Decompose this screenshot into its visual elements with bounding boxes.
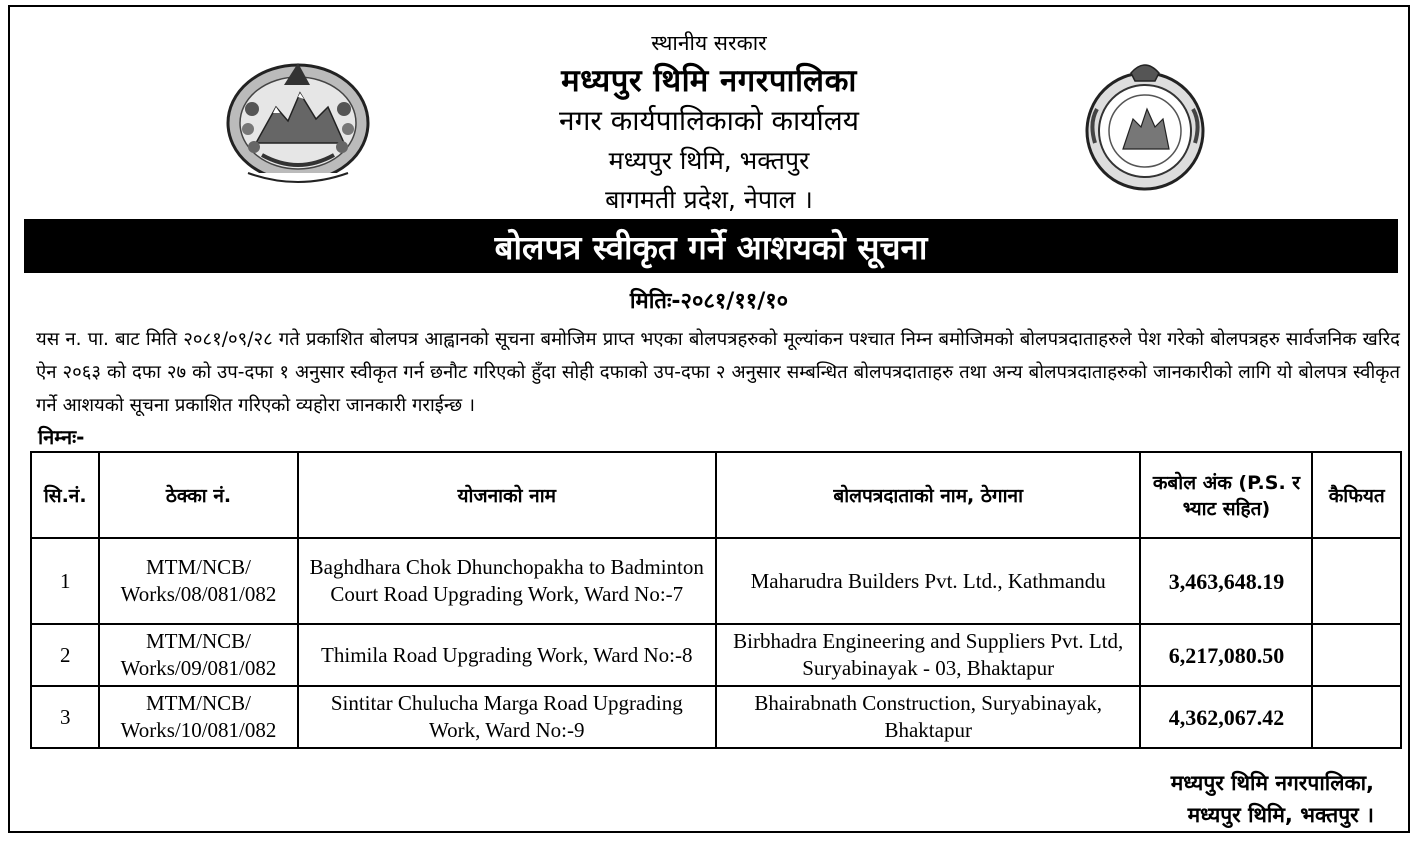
signature-line-2: मध्यपुर थिमि, भक्तपुर । [1187,803,1374,827]
header-project: योजनाको नाम [298,452,716,538]
cell-amount: 3,463,648.19 [1140,538,1312,624]
notice-title-banner [24,219,1398,273]
notice-frame [8,5,1410,833]
cell-project: Sintitar Chulucha Marga Road Upgrading Work, Ward No:-9 [298,686,716,748]
signature-block [1171,767,1374,831]
municipality-name: मध्यपुर थिमि नगरपालिका [561,63,857,99]
notice-title: बोलपत्र स्वीकृत गर्ने आशयको सूचना [494,227,928,267]
cell-contract: MTM/NCB/ Works/09/081/082 [99,624,297,686]
signature-line-1: मध्यपुर थिमि नगरपालिका, [1170,771,1374,795]
cell-sn: 3 [31,686,99,748]
cell-amount: 4,362,067.42 [1140,686,1312,748]
cell-amount: 6,217,080.50 [1140,624,1312,686]
header-remarks: कैफियत [1312,452,1401,538]
cell-sn: 2 [31,624,99,686]
header-sn: सि.नं. [31,452,99,538]
letterhead [10,7,1408,213]
cell-contract: MTM/NCB/ Works/08/081/082 [99,538,297,624]
cell-remarks [1312,686,1401,748]
office-address: मध्यपुर थिमि, भक्तपुर [608,146,810,175]
bid-table [30,451,1402,749]
table-header-row [31,452,1401,538]
table-row [31,624,1401,686]
office-name: नगर कार्यपालिकाको कार्यालय [559,104,859,137]
header-amount: कबोल अंक (P.S. र भ्याट सहित) [1140,452,1312,538]
cell-project: Thimila Road Upgrading Work, Ward No:-8 [298,624,716,686]
cell-project: Baghdhara Chok Dhunchopakha to Badminton Court Road Upgrading Work, Ward No:-7 [298,538,716,624]
table-row [31,686,1401,748]
notice-body: यस न. पा. बाट मिति २०८१/०९/२८ गते प्रकाशित बोलपत्र आह्वानको सूचना बमोजिम प्राप्त भएका बोलपत्रहरुको मूल्यांकन पश्चात निम्न बमोजिमको बोलपत्रदाताहरुले पेश गरेको बोलपत्रहरु सार्वजनिक खरिद ऐन २०६३ को दफा २७ को उप-दफा १ अनुसार स्वीकृत गर्न छनौट गरिएको हुँदा सोही दफाको उप-दफा २ अनुसार सम्बन्धित बोलपत्रदाताहरु तथा अन्य बोलपत्रदाताहरुको जानकारीको लागि यो बोलपत्र स्वीकृत गर्ने आशयको सूचना प्रकाशित गरिएको व्यहोरा जानकारी गराईन्छ । [36,329,1400,416]
cell-remarks [1312,538,1401,624]
local-government-label: स्थानीय सरकार [651,31,767,55]
cell-bidder: Bhairabnath Construction, Suryabinayak, Bhaktapur [716,686,1140,748]
list-label: निम्नः- [38,425,85,449]
cell-sn: 1 [31,538,99,624]
cell-contract: MTM/NCB/ Works/10/081/082 [99,686,297,748]
cell-bidder: Birbhadra Engineering and Suppliers Pvt. Ltd, Suryabinayak - 03, Bhaktapur [716,624,1140,686]
table-row [31,538,1401,624]
cell-remarks [1312,624,1401,686]
notice-date: मितिः-२०८१/११/१० [629,289,789,314]
province-country: बागमती प्रदेश, नेपाल । [605,185,813,214]
header-contract: ठेक्का नं. [99,452,297,538]
cell-bidder: Maharudra Builders Pvt. Ltd., Kathmandu [716,538,1140,624]
header-bidder: बोलपत्रदाताको नाम, ठेगाना [716,452,1140,538]
